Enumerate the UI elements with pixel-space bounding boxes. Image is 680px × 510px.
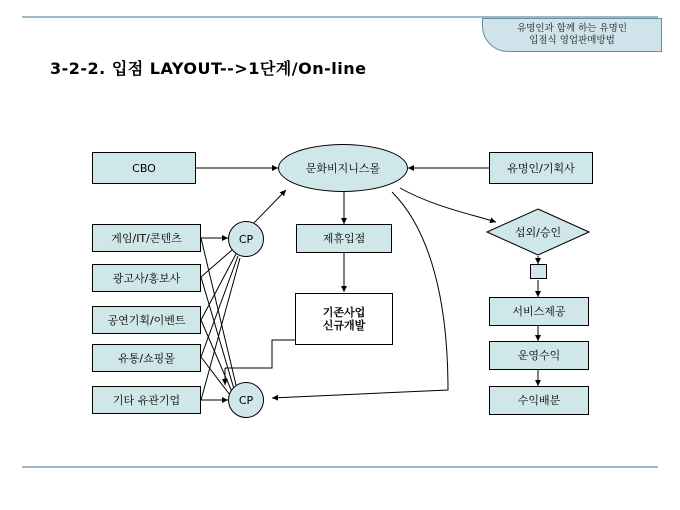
- page-title: 3-2-2. 입점 LAYOUT-->1단계/On-line: [50, 59, 367, 78]
- new-development-label: 신규개발: [322, 319, 366, 332]
- node-performance-event[interactable]: 공연기획/이벤트: [92, 306, 201, 334]
- node-game-it-contents[interactable]: 게임/IT/콘텐츠: [92, 224, 201, 252]
- node-cbo[interactable]: CBO: [92, 152, 196, 184]
- node-cp-bottom[interactable]: CP: [228, 382, 264, 418]
- node-distribution-mall[interactable]: 유통/쇼핑몰: [92, 344, 201, 372]
- node-existing-new-business[interactable]: [295, 293, 393, 345]
- node-service-provide[interactable]: 서비스제공: [489, 297, 589, 326]
- node-connector-box: [530, 264, 547, 279]
- node-ad-pr[interactable]: 광고사/홍보사: [92, 264, 201, 292]
- banner-line-2: 입점식 영업판매방법: [529, 35, 615, 46]
- node-operating-profit[interactable]: 운영수익: [489, 341, 589, 370]
- node-cp-top[interactable]: CP: [228, 221, 264, 257]
- node-celebrity-agency[interactable]: 유명인/기획사: [489, 152, 593, 184]
- node-negotiation-approval[interactable]: [486, 208, 590, 256]
- corner-banner: [482, 18, 662, 52]
- existing-business-label: 기존사업: [322, 306, 366, 319]
- node-other-related-companies[interactable]: 기타 유관기업: [92, 386, 201, 414]
- node-alliance-entry[interactable]: 제휴입점: [296, 224, 392, 253]
- node-profit-share[interactable]: 수익배분: [489, 386, 589, 415]
- node-culture-business-mall[interactable]: 문화비지니스몰: [278, 144, 408, 192]
- bottom-divider-line: [22, 466, 658, 468]
- banner-line-1: 유명인과 함께 하는 유명인: [516, 23, 627, 34]
- negotiation-approval-label: 섭외/승인: [514, 226, 562, 239]
